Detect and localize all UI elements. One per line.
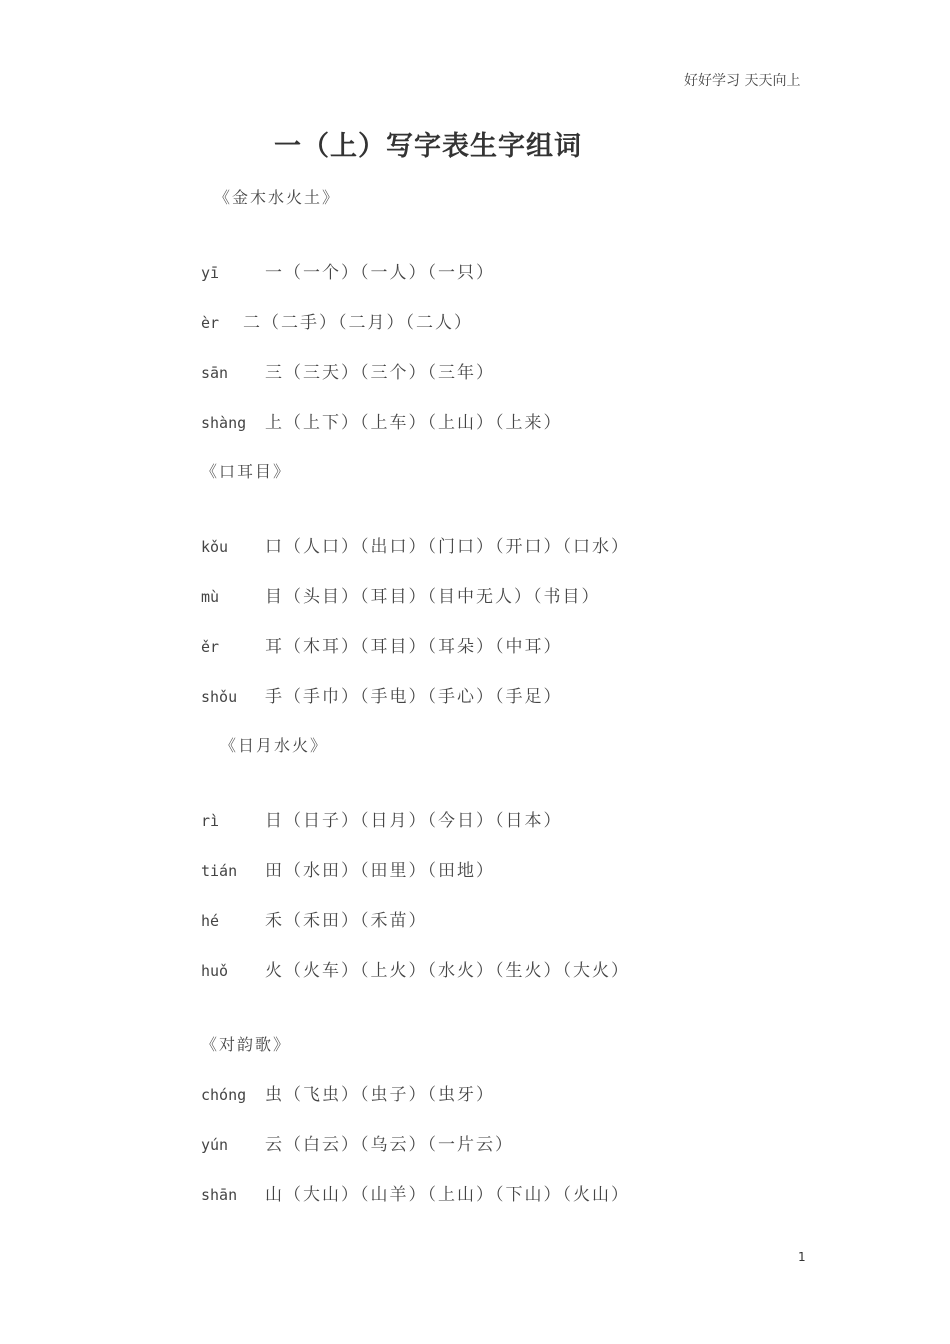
pinyin: tián (201, 862, 238, 880)
word-group: 日（日子）（日月）（今日）（日本） (265, 811, 563, 831)
list-item (201, 258, 495, 283)
word-group: 禾（禾田）（禾苗） (265, 911, 428, 931)
page-title: 一（上）写字表生字组词 (274, 131, 582, 162)
word-group: 手（手巾）（手电）（手心）（手足） (265, 687, 563, 707)
list-item (201, 1180, 630, 1205)
pinyin: yún (201, 1136, 229, 1154)
pinyin: mù (201, 588, 220, 606)
list-item (201, 806, 563, 831)
word-group: 云（白云）（乌云）（一片云） (265, 1135, 514, 1155)
list-item (201, 308, 473, 333)
pinyin: chóng (201, 1086, 247, 1104)
pinyin: shān (201, 1186, 238, 1204)
list-item (201, 682, 563, 707)
pinyin: sān (201, 364, 229, 382)
word-group: 田（水田）（田里）（田地） (265, 861, 495, 881)
list-item (201, 532, 630, 557)
section-heading: 《日月水火》 (220, 736, 329, 755)
word-group: 上（上下）（上车）（上山）（上来） (265, 413, 563, 433)
pinyin: shàng (201, 414, 247, 432)
pinyin: shǒu (201, 688, 238, 706)
list-item (201, 1130, 514, 1155)
word-group: 一（一个）（一人）（一只） (265, 263, 495, 283)
word-group: 耳（木耳）（耳目）（耳朵）（中耳） (265, 637, 563, 657)
pinyin: huǒ (201, 962, 229, 980)
pinyin: kǒu (201, 538, 229, 556)
list-item (201, 358, 495, 383)
word-group: 虫（飞虫）（虫子）（虫牙） (265, 1085, 495, 1105)
list-item (201, 906, 428, 931)
page-number: 1 (798, 1250, 806, 1264)
pinyin: èr (201, 314, 220, 332)
section-heading: 《对韵歌》 (201, 1035, 292, 1054)
word-group: 口（人口）（出口）（门口）（开口）（口水） (265, 537, 630, 557)
list-item (201, 408, 563, 433)
section-heading: 《金木水火土》 (214, 188, 341, 207)
word-group: 火（火车）（上火）（水火）（生火）（大火） (265, 961, 630, 981)
word-group: 山（大山）（山羊）（上山）（下山）（火山） (265, 1185, 630, 1205)
list-item (201, 582, 601, 607)
pinyin: ěr (201, 638, 220, 656)
pinyin: yī (201, 264, 220, 282)
header-note: 好好学习 天天向上 (684, 73, 801, 89)
section-heading: 《口耳目》 (201, 462, 292, 481)
pinyin: hé (201, 912, 220, 930)
pinyin: rì (201, 812, 220, 830)
list-item (201, 956, 630, 981)
word-group: 目（头目）（耳目）（目中无人）（书目） (265, 587, 601, 607)
word-group: 三（三天）（三个）（三年） (265, 363, 495, 383)
list-item (201, 1080, 495, 1105)
word-group: 二（二手）（二月）（二人） (243, 313, 473, 333)
list-item (201, 856, 495, 881)
list-item (201, 632, 563, 657)
